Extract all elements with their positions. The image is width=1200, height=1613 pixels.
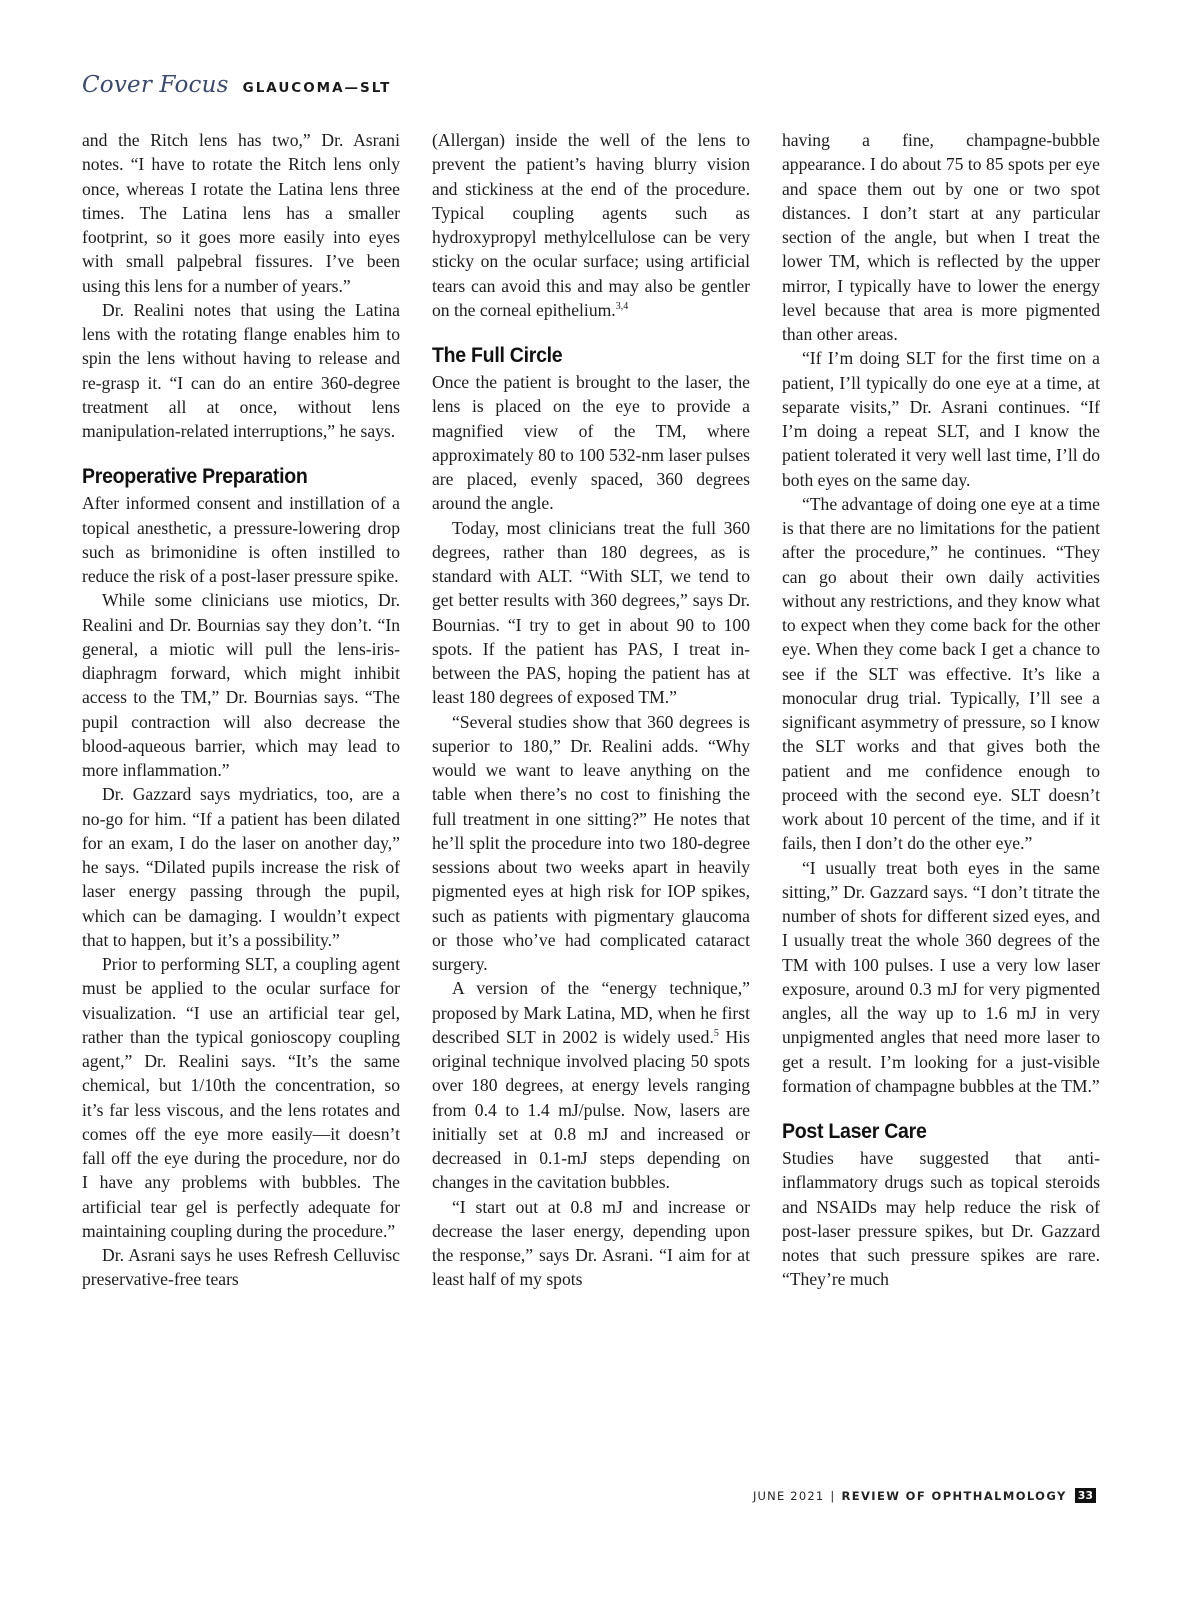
section-title: Cover Focus [82,72,229,98]
publication-name: REVIEW OF OPHTHALMOLOGY [841,1488,1067,1503]
paragraph: Dr. Realini notes that using the Latina lens with the rotating flange enables him to spin the lens without having to release and re-grasp it. “I can do an entire 360-degree treatment all at once, without lens manipulation-related interruptions,” he says. [82,299,400,441]
text-column-2 [432,128,750,1478]
paragraph-text: A version of the “energy technique,” proposed by Mark Latina, MD, when he first described SLT in 2002 is widely used. [432,978,750,1047]
paragraph: “I start out at 0.8 mJ and increase or decrease the laser energy, depending upon the response,” says Dr. Asrani. “I aim for at least half of my spots [432,1196,750,1290]
paragraph: “I usually treat both eyes in the same sitting,” Dr. Gazzard says. “I don’t titrate the number of shots for different sized eyes, and I usually treat the whole 360 degrees of the TM with 100 pulses. I use a very low laser exposure, around 0.3 mJ for very pigmented angles, all the way up to 1.6 mJ in very unpigmented angles that need more laser to get a result. I’m looking for a just-visible formation of champagne bubbles at the TM.” [782,857,1100,1096]
page-number: 33 [1075,1488,1096,1503]
paragraph: Dr. Asrani says he uses Refresh Celluvisc preservative-free tears [82,1245,400,1290]
text-column-3 [782,128,1100,1478]
paragraph: After informed consent and instillation of a topical anesthetic, a pressure-lowering drop such as brimonidine is often instilled to reduce the risk of a post-laser pressure spike. [82,493,400,586]
paragraph: having a fine, champagne-bubble appearance. I do about 75 to 85 spots per eye and space them out by one or two spot distances. I don’t start at any particular section of the angle, but when I treat the lower TM, which is reflected by the upper mirror, I typically have to lower the energy level because that area is more pigmented than other areas. [782,130,1100,344]
paragraph: Dr. Gazzard says mydriatics, too, are a no-go for him. “If a patient has been dilated for an exam, I do the laser on another day,” he says. “Dilated pupils increase the risk of laser energy passing through the pupil, which can be damaging. I wouldn’t expect that to happen, but it’s a possibility.” [82,784,400,950]
paragraph [432,128,750,322]
reference-marker: 3,4 [615,300,629,312]
paragraph: “Several studies show that 360 degrees is superior to 180,” Dr. Realini adds. “Why would we want to leave anything on the table when there’s no cost to finishing the full treatment in one sitting?” He notes that he’ll split the procedure into two 180-degree sessions about two weeks apart in heavily pigmented eyes at high risk for IOP spikes, such as patients with pigmentary glaucoma or those who’ve had complicated cataract surgery. [432,711,750,974]
footer-separator: | [830,1488,836,1503]
paragraph: “The advantage of doing one eye at a time is that there are no limitations for the patient after the procedure,” he continues. “They can go about their own daily activities without any restrictions, and they know what to expect when they come back for the other eye. When they come back I get a chance to see if the SLT was effective. It’s like a monocular drug trial. Typically, I’ll see a significant asymmetry of pressure, so I know the SLT works and that gives both the patient and me confidence enough to proceed with the second eye. SLT doesn’t work about 10 percent of the time, and if it fails, then I don’t do the other eye.” [782,493,1100,854]
paragraph-text: (Allergan) inside the well of the lens to prevent the patient’s having blurry vision and stickiness at the end of the procedure. Typical coupling agents such as hydroxypropyl methylcellulose can be very sticky on the ocular surface; using artificial tears can avoid this and may also be gentler on the corneal epithelium. [432,130,750,320]
section-heading: Post Laser Care [782,1120,927,1143]
issue-date: JUNE 2021 [752,1488,825,1503]
text-column-1 [82,128,400,1478]
paragraph: “If I’m doing SLT for the first time on a patient, I’ll typically do one eye at a time, at separate visits,” Dr. Asrani continues. “If I’m doing a repeat SLT, and I know the patient tolerated it very well last time, I’ll do both eyes on the same day. [782,348,1100,490]
topic-label: GLAUCOMA—SLT [242,80,392,96]
paragraph: While some clinicians use miotics, Dr. Realini and Dr. Bournias say they don’t. “In general, a miotic will pull the lens-iris-diaphragm forward, which might inhibit access to the TM,” Dr. Bournias says. “The pupil contraction will also decrease the blood-aqueous barrier, which may lead to more inflammation.” [82,590,400,780]
section-heading: Preoperative Preparation [82,465,308,489]
paragraph-text: His original technique involved placing 50 spots over 180 degrees, at energy levels ranging from 0.4 to 1.4 mJ/pulse. Now, lasers are initially set at 0.8 mJ and increased or decreased in 0.1-mJ steps depending on changes in the cavitation bubbles. [432,1026,750,1193]
reference-marker: 5 [713,1027,719,1039]
paragraph [432,976,750,1194]
paragraph: Studies have suggested that anti-inflammatory drugs such as topical steroids and NSAIDs may help reduce the risk of post-laser pressure spikes, but Dr. Gazzard notes that such pressure spikes are rare. “They’re much [782,1148,1100,1290]
paragraph: Once the patient is brought to the laser, the lens is placed on the eye to provide a magnified view of the TM, where approximately 80 to 100 532-nm laser pulses are placed, evenly spaced, 360 degrees around the angle. [432,372,750,514]
page-footer [753,1488,1096,1503]
section-heading: The Full Circle [432,344,563,367]
paragraph: Today, most clinicians treat the full 360 degrees, rather than 180 degrees, as is standard with ALT. “With SLT, we tend to get better results with 360 degrees,” says Dr. Bournias. “I try to get in about 90 to 100 spots. If the patient has PAS, I treat in-between the PAS, hoping the patient has at least 180 degrees of exposed TM.” [432,517,750,708]
paragraph: Prior to performing SLT, a coupling agent must be applied to the ocular surface for visualization. “I use an artificial tear gel, rather than the typical gonioscopy coupling agent,” Dr. Realini says. “It’s the same chemical, but 1/10th the concentration, so it’s far less viscous, and the lens rotates and comes off the eye more easily—it doesn’t fall off the eye during the procedure, nor do I have any problems with bubbles. The artificial tear gel is perfectly adequate for maintaining coupling during the procedure.” [82,954,400,1241]
running-head [82,72,391,106]
paragraph: and the Ritch lens has two,” Dr. Asrani notes. “I have to rotate the Ritch lens only once, whereas I rotate the Latina lens three times. The Latina lens has a smaller footprint, so it goes more easily into eyes with small palpebral fissures. I’ve been using this lens for a number of years.” [82,130,400,296]
